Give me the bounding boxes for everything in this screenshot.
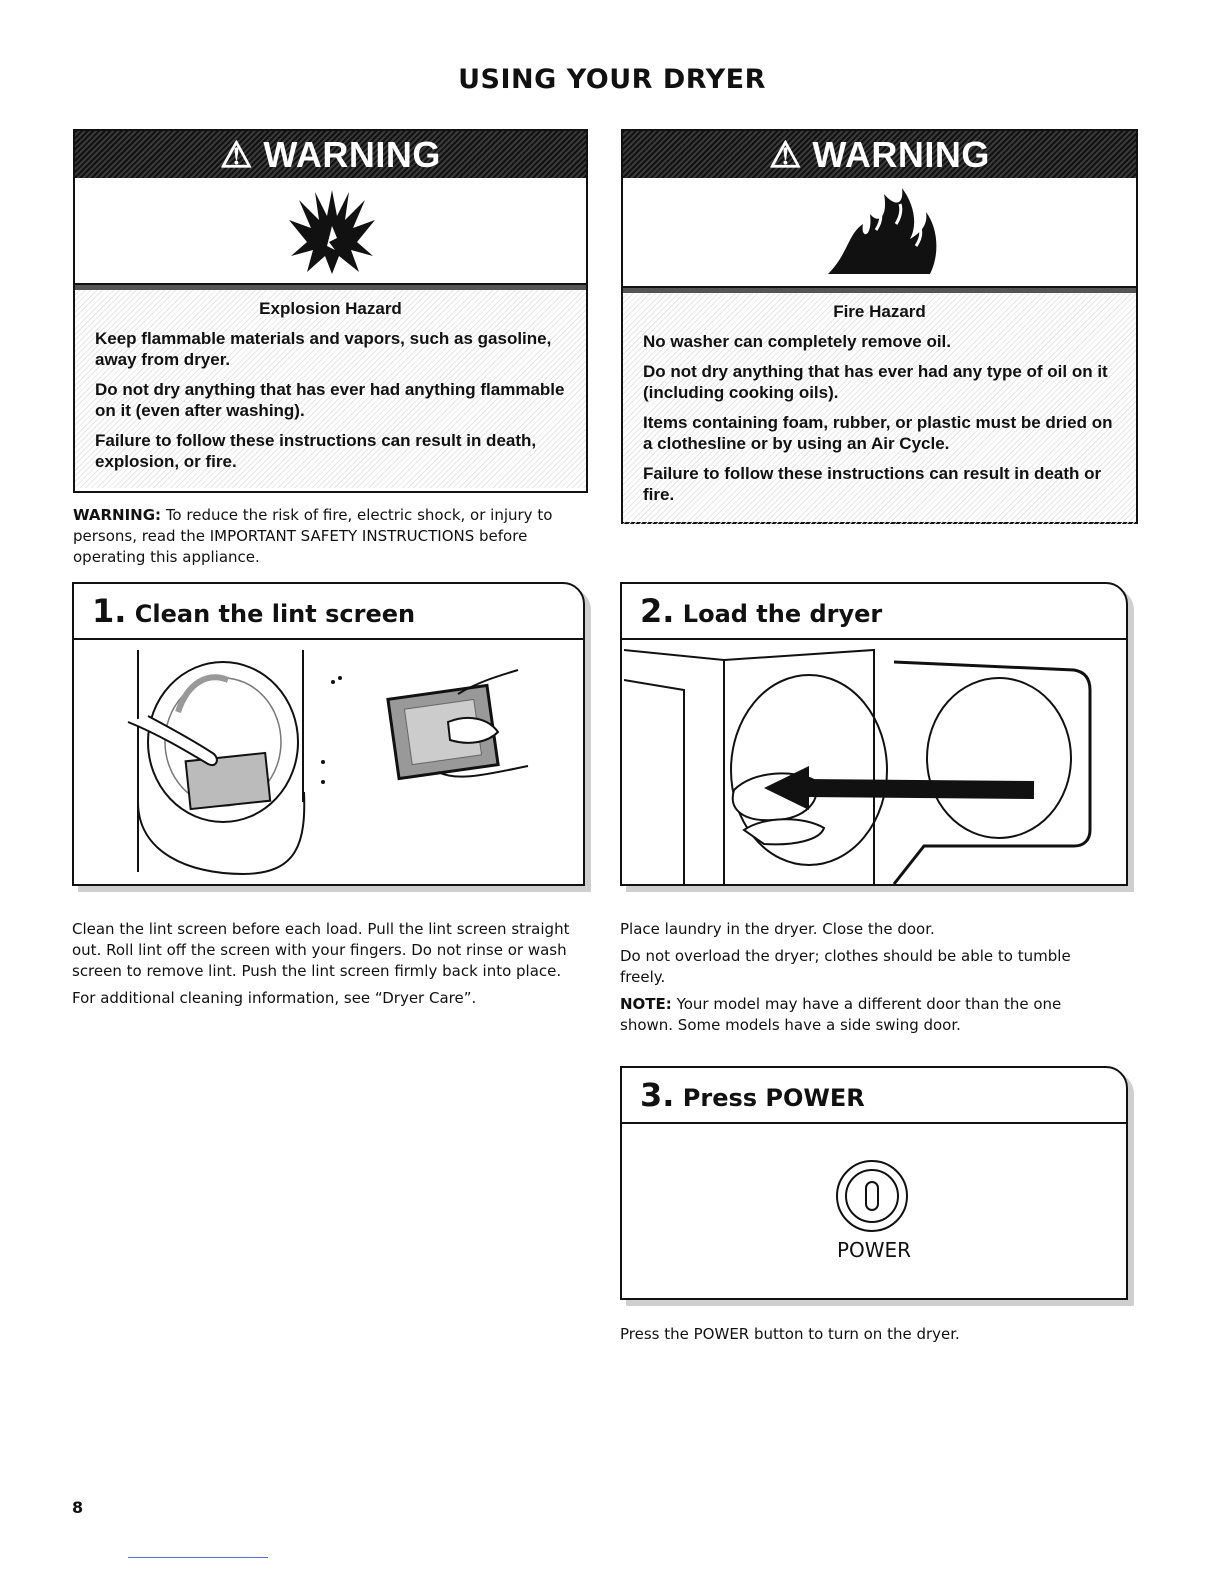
footer-line: [128, 1557, 268, 1558]
warning-line: No washer can completely remove oil.: [643, 332, 952, 351]
step2-note: [620, 994, 1110, 1036]
warning-box-explosion: [73, 129, 588, 493]
hazard-title: Explosion Hazard: [259, 299, 402, 318]
warning-line: Failure to follow these instructions can result in death or fire.: [643, 464, 1102, 504]
warning-header: [75, 131, 586, 178]
warning-body: [75, 285, 586, 488]
warning-triangle-icon: ⚠: [769, 134, 802, 175]
explosion-icon-area: [75, 178, 586, 285]
step1-box: [72, 582, 585, 886]
warning-line: Items containing foam, rubber, or plastic must be dried on a clothesline or by using an Air Cycle.: [643, 413, 1113, 453]
step1-paragraph: For additional cleaning information, see “Dryer Care”.: [72, 989, 477, 1007]
step1-number: 1.: [92, 592, 127, 630]
power-label: POWER: [836, 1238, 912, 1262]
step2-note-text: Your model may have a different door than the one shown. Some models have a side swing door.: [620, 995, 1062, 1034]
page-number: 8: [72, 1498, 84, 1517]
fire-icon-area: [623, 178, 1136, 288]
step3-paragraph: Press the POWER button to turn on the dryer.: [620, 1325, 960, 1343]
warning-line: Failure to follow these instructions can result in death, explosion, or fire.: [95, 431, 537, 471]
safety-warning-note: [73, 505, 553, 568]
step3-number: 3.: [640, 1076, 675, 1114]
power-button[interactable]: [836, 1160, 908, 1232]
step2-title: Load the dryer: [682, 600, 883, 628]
lint-screen-illustration: [78, 642, 578, 882]
warning-box-fire: [621, 129, 1138, 524]
fire-icon: [818, 184, 948, 279]
warning-body: [623, 288, 1136, 524]
step2-description: [620, 919, 1110, 1042]
warning-note-text: To reduce the risk of fire, electric shock, or injury to persons, read the IMPORTANT SAFETY INSTRUCTIONS before operating this appliance.: [73, 506, 553, 566]
warning-note-label: WARNING:: [73, 506, 162, 524]
step1-description: [72, 919, 582, 1015]
step2-box: [620, 582, 1128, 886]
step1-paragraph: Clean the lint screen before each load. Pull the lint screen straight out. Roll lint off the screen with your fingers. Do not rinse or wash screen to remove lint. Push the lint screen firmly back into place.: [72, 920, 570, 980]
explosion-icon: [287, 186, 377, 276]
step2-number: 2.: [640, 592, 675, 630]
step1-header: [74, 584, 583, 640]
warning-line: Do not dry anything that has ever had anything flammable on it (even after washing).: [95, 380, 565, 420]
warning-line: Do not dry anything that has ever had any type of oil on it (including cooking oils).: [643, 362, 1108, 402]
warning-header: [623, 131, 1136, 178]
warning-line: Keep flammable materials and vapors, such as gasoline, away from dryer.: [95, 329, 552, 369]
step1-title: Clean the lint screen: [134, 600, 416, 628]
step2-header: [622, 584, 1126, 640]
load-dryer-illustration: [624, 640, 1124, 884]
warning-header-label: WARNING: [812, 134, 990, 175]
step2-paragraph: Do not overload the dryer; clothes should be able to tumble freely.: [620, 947, 1071, 986]
warning-header-label: WARNING: [263, 134, 441, 175]
step2-paragraph: Place laundry in the dryer. Close the door.: [620, 920, 935, 938]
step3-description: [620, 1324, 1110, 1351]
step3-title: Press POWER: [682, 1084, 865, 1112]
step2-note-label: NOTE:: [620, 995, 672, 1013]
step3-header: [622, 1068, 1126, 1124]
power-icon: [838, 1162, 906, 1230]
step3-box: [620, 1066, 1128, 1300]
warning-triangle-icon: ⚠: [220, 134, 253, 175]
page-title: USING YOUR DRYER: [458, 64, 766, 95]
hazard-title: Fire Hazard: [833, 302, 926, 321]
